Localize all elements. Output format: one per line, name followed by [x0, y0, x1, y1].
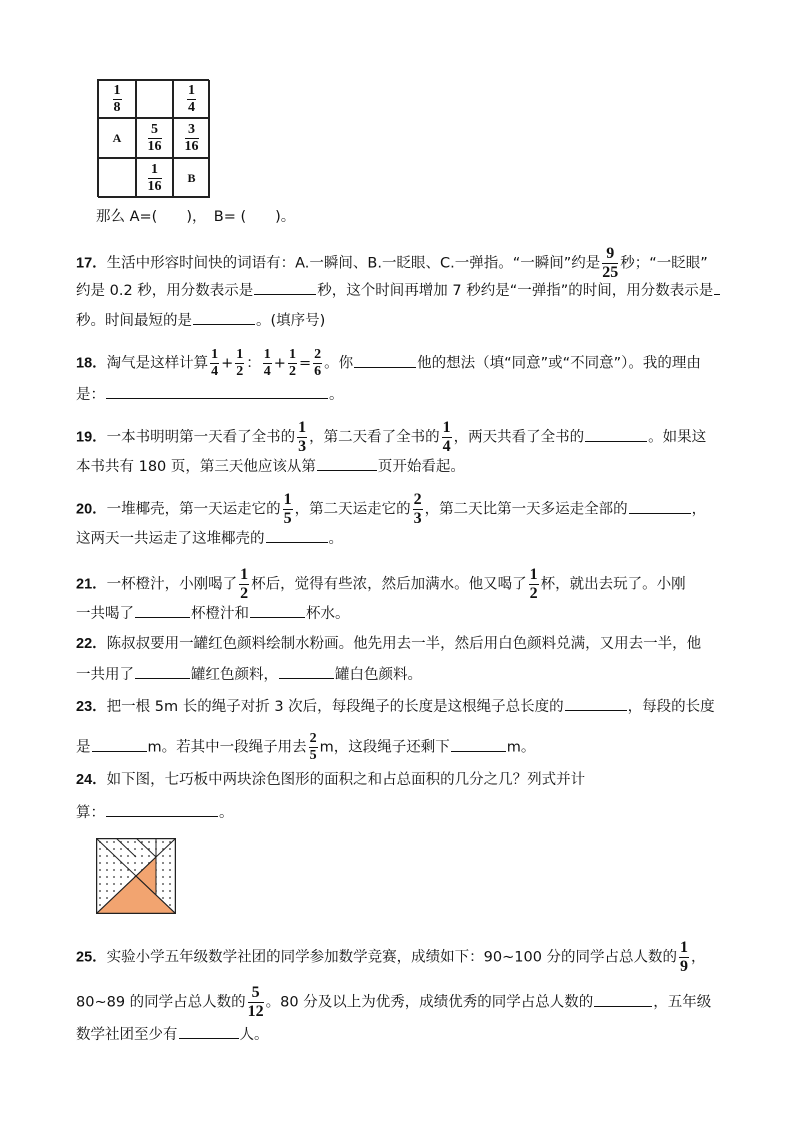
question-25-line-3: 数学社团至少有 人。 — [76, 1024, 269, 1045]
grid-cell-empty — [136, 80, 173, 118]
fraction: $\frac{1}{5}$ — [283, 491, 292, 527]
fraction: $\frac{1}{4}$ — [211, 347, 219, 379]
answer-blank[interactable] — [594, 992, 652, 1007]
grid-cell-fraction: $\frac{1}{4}$ — [173, 80, 210, 118]
tangram-figure — [96, 838, 176, 914]
answer-blank[interactable] — [135, 603, 190, 618]
answer-blank[interactable] — [106, 384, 328, 399]
answer-blank[interactable] — [179, 1024, 239, 1039]
grid-cell-empty — [98, 158, 136, 198]
fraction: $\frac{1}{2}$ — [236, 347, 244, 379]
question-19-line-1: 19．一本书明明第一天看了全书的 $\frac{1}{3}$ ，第二天看了全书的 $\frac{1}{4}$ ，两天共看了全书的 。如果这 — [76, 419, 707, 455]
question-18-line-1: 18．淘气是这样计算 $\frac{1}{4}$ + $\frac{1}{2}$ ： $\frac{1}{4}$ + $\frac{1}{2}$ = $\frac{2}{6}$ 。你 他的想法（填“同意”或“不同意”）。我的理由 — [76, 347, 701, 379]
question-22-line-1: 22．陈叔叔要用一罐红色颜料绘制水粉画。他先用去一半，然后用白色颜料兑满，又用去一半，他 — [76, 636, 702, 652]
answer-blank[interactable] — [254, 280, 316, 295]
fraction: $\frac{2}{6}$ — [314, 347, 322, 379]
question-17-line-2: 约是 0.2 秒，用分数表示是 秒，这个时间再增加 7 秒约是“一弹指”的时间，用分数表示是 — [76, 280, 721, 301]
answer-blank[interactable] — [354, 353, 416, 368]
fraction: $\frac{1}{3}$ — [298, 419, 307, 455]
question-21-line-1: 21．一杯橙汁，小刚喝了 $\frac{1}{2}$ 杯后，觉得有些浓，然后加满水。他又喝了 $\frac{1}{2}$ 杯，就出去玩了。小刚 — [76, 566, 686, 602]
answer-blank[interactable] — [451, 737, 506, 752]
question-number: 21． — [76, 576, 107, 593]
answer-blank[interactable] — [585, 427, 647, 442]
fraction: $\frac{2}{5}$ — [309, 731, 317, 763]
question-23-line-2: 是 m。若其中一段绳子用去 $\frac{2}{5}$ m，这段绳子还剩下 m。 — [76, 731, 536, 763]
answer-blank[interactable] — [565, 696, 627, 711]
question-number: 17． — [76, 255, 107, 272]
fraction: $\frac{5}{12}$ — [247, 984, 264, 1020]
question-21-line-2: 一共喝了 杯橙汁和 杯水。 — [76, 603, 350, 624]
answer-blank[interactable] — [92, 737, 147, 752]
question-17-line-1 — [76, 246, 708, 281]
answer-blank[interactable] — [266, 528, 328, 543]
answer-blank[interactable] — [714, 280, 720, 295]
fraction: $\frac{1}{4}$ — [263, 347, 271, 379]
question-24-line-2: 算： 。 — [76, 802, 234, 823]
question-20-line-2: 这两天一共运走了这堆椰壳的 。 — [76, 528, 343, 549]
answer-blank[interactable] — [250, 603, 305, 618]
question-number: 18． — [76, 355, 107, 372]
answer-blank[interactable] — [135, 664, 190, 679]
fraction: $\frac{1}{2}$ — [240, 566, 249, 602]
question-text: 秒；“一眨眼” — [620, 255, 708, 272]
fraction-grid — [97, 79, 209, 197]
question-text: 生活中形容时间快的词语有：A.一瞬间、B.一眨眼、C.一弹指。“一瞬间”约是 — [106, 255, 601, 272]
question-20-line-1: 20．一堆椰壳，第一天运走它的 $\frac{1}{5}$ ，第二天运走它的 $\frac{2}{3}$ ，第二天比第一天多运走全部的 ， — [76, 491, 707, 527]
grid-cell-fraction: $\frac{5}{16}$ — [136, 118, 173, 158]
fraction: $\frac{1}{2}$ — [288, 347, 296, 379]
answer-blank[interactable] — [193, 310, 255, 325]
question-19-line-2: 本书共有 180 页，第三天他应该从第 页开始看起。 — [76, 456, 465, 477]
fraction: $\frac{1}{9}$ — [680, 939, 689, 975]
fraction: $\frac{2}{3}$ — [413, 491, 422, 527]
grid-cell-label: B — [173, 158, 210, 198]
fraction: $\frac{1}{2}$ — [529, 566, 538, 602]
question-18-line-2: 是： 。 — [76, 384, 344, 405]
answer-blank[interactable] — [279, 664, 334, 679]
tangram-line — [116, 838, 136, 857]
answer-blank[interactable] — [106, 802, 218, 817]
question-25-line-1: 25．实验小学五年级数学社团的同学参加数学竞赛，成绩如下：90~100 分的同学占总人数的 $\frac{1}{9}$ ， — [76, 939, 706, 975]
grid-cell-fraction: $\frac{3}{16}$ — [173, 118, 210, 158]
question-number: 23． — [76, 699, 107, 715]
question-17-line-3: 秒。时间最短的是 。(填序号) — [76, 310, 325, 331]
question-25-line-2: 80~89 的同学占总人数的 $\frac{5}{12}$ 。80 分及以上为优秀，成绩优秀的同学占总人数的 ，五年级 — [76, 984, 712, 1020]
question-number: 19． — [76, 429, 107, 446]
fraction: $\frac{1}{4}$ — [442, 419, 451, 455]
shaded-large-triangle — [96, 876, 176, 914]
question-24-line-1: 24．如下图，七巧板中两块涂色图形的面积之和占总面积的几分之几？列式并计 — [76, 772, 586, 788]
grid-cell-fraction: $\frac{1}{8}$ — [98, 80, 136, 118]
answer-blank[interactable] — [317, 456, 377, 471]
question-number: 25． — [76, 949, 107, 966]
answer-blank[interactable] — [629, 499, 691, 514]
grid-caption: 那么 A=( )， B= ( )。 — [96, 209, 296, 225]
grid-cell-label: A — [98, 118, 136, 158]
fraction: $\frac{9}{25}$ — [602, 245, 619, 281]
question-number: 24． — [76, 772, 107, 788]
grid-cell-fraction: $\frac{1}{16}$ — [136, 158, 173, 198]
question-number: 20． — [76, 501, 107, 518]
question-22-line-2: 一共用了 罐红色颜料， 罐白色颜料。 — [76, 664, 422, 685]
question-number: 22． — [76, 636, 107, 652]
tangram-line — [136, 838, 156, 857]
question-23-line-1: 23．把一根 5m 长的绳子对折 3 次后，每段绳子的长度是这根绳子总长度的 ，每段的长度 — [76, 696, 715, 717]
